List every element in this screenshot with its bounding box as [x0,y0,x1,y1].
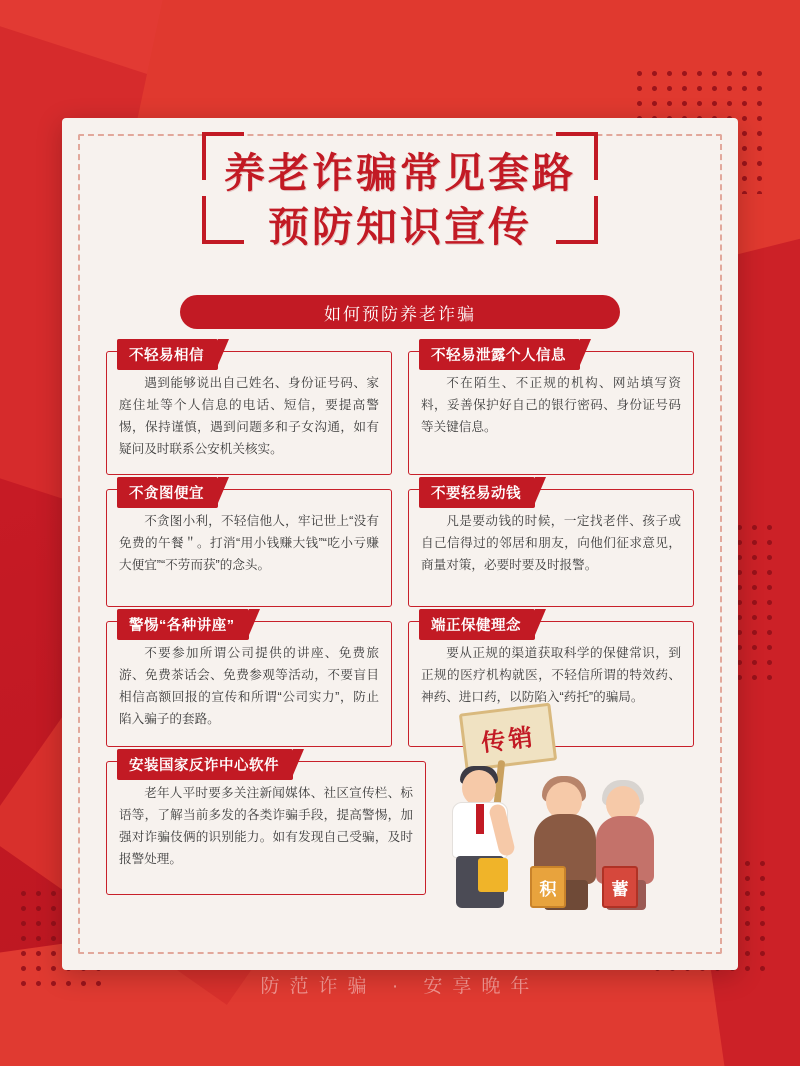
tip-card-6-heading: 端正保健理念 [419,609,535,640]
poster-footer: 防范诈骗 · 安享晚年 [260,976,540,997]
savings-bag-2 [602,866,638,908]
savings-bag-1 [530,866,566,908]
tip-card-1 [106,348,392,475]
tip-card-1-body: 遇到能够说出自己姓名、身份证号码、家庭住址等个人信息的电话、短信，要提高警惕，保持谨慎，遇到问题多和子女沟通，如有疑问及时联系公安机关核实。 [119,376,379,457]
savings-bag-1-label: 积 [539,879,557,899]
tip-card-7 [106,758,426,895]
tip-card-2-body: 不在陌生、不正规的机构、网站填写资料，妥善保护好自己的银行密码、身份证号码等关键信息。 [421,376,681,435]
tip-card-6-body: 要从正规的渠道获取科学的保健常识，到正规的医疗机构就医，不轻信所谓的特效药、神药、进口药，以防陷入“药托”的骗局。 [421,646,681,705]
tip-card-7-heading: 安装国家反诈中心软件 [117,749,293,780]
tips-row-1 [106,348,694,475]
title-line-1: 养老诈骗常见套路 [224,150,576,196]
tip-card-3 [106,486,392,607]
savings-bag-2-label: 蓄 [611,879,629,899]
tip-card-3-body: 不贪图小利，不轻信他人，牢记世上“没有免费的午餐＂。打消“用小钱赚大钱”“吃小亏赚大便宜”“不劳而获”的念头。 [119,514,379,573]
tips-row-2 [106,486,694,607]
page-title [62,146,738,254]
subtitle-text: 如何预防养老诈骗 [324,304,476,324]
man-head [462,770,496,806]
subtitle-ribbon [180,295,620,329]
tip-card-1-heading: 不轻易相信 [117,339,218,370]
man-tie [476,804,484,834]
illustration-pyramid-scheme [420,708,688,918]
protest-sign-text: 传销 [479,723,537,757]
tip-card-4 [408,486,694,607]
tip-card-3-heading: 不贪图便宜 [117,477,218,508]
tip-card-5-heading: 警惕“各种讲座” [117,609,249,640]
protest-sign [459,703,557,772]
tip-card-2-heading: 不轻易泄露个人信息 [419,339,580,370]
poster-card [62,118,738,970]
tip-card-4-body: 凡是要动钱的时候，一定找老伴、孩子或自己信得过的邻居和朋友，向他们征求意见，商量对策，必要时要及时报警。 [421,514,681,573]
tip-card-7-body: 老年人平时要多关注新闻媒体、社区宣传栏、标语等，了解当前多发的各类诈骗手段，提高警惕，加强对诈骗伎俩的识别能力。如有发现自己受骗，及时报警处理。 [119,786,413,867]
man-bag [478,858,508,892]
title-line-2: 预防知识宣传 [268,204,532,251]
tip-card-5-body: 不要参加所谓公司提供的讲座、免费旅游、免费茶话会、免费参观等活动，不要盲目相信高额回报的宣传和所谓“公司实力”，防止陷入骗子的套路。 [119,646,379,727]
tip-card-4-heading: 不要轻易动钱 [419,477,535,508]
tip-card-2 [408,348,694,475]
tip-card-5 [106,618,392,747]
